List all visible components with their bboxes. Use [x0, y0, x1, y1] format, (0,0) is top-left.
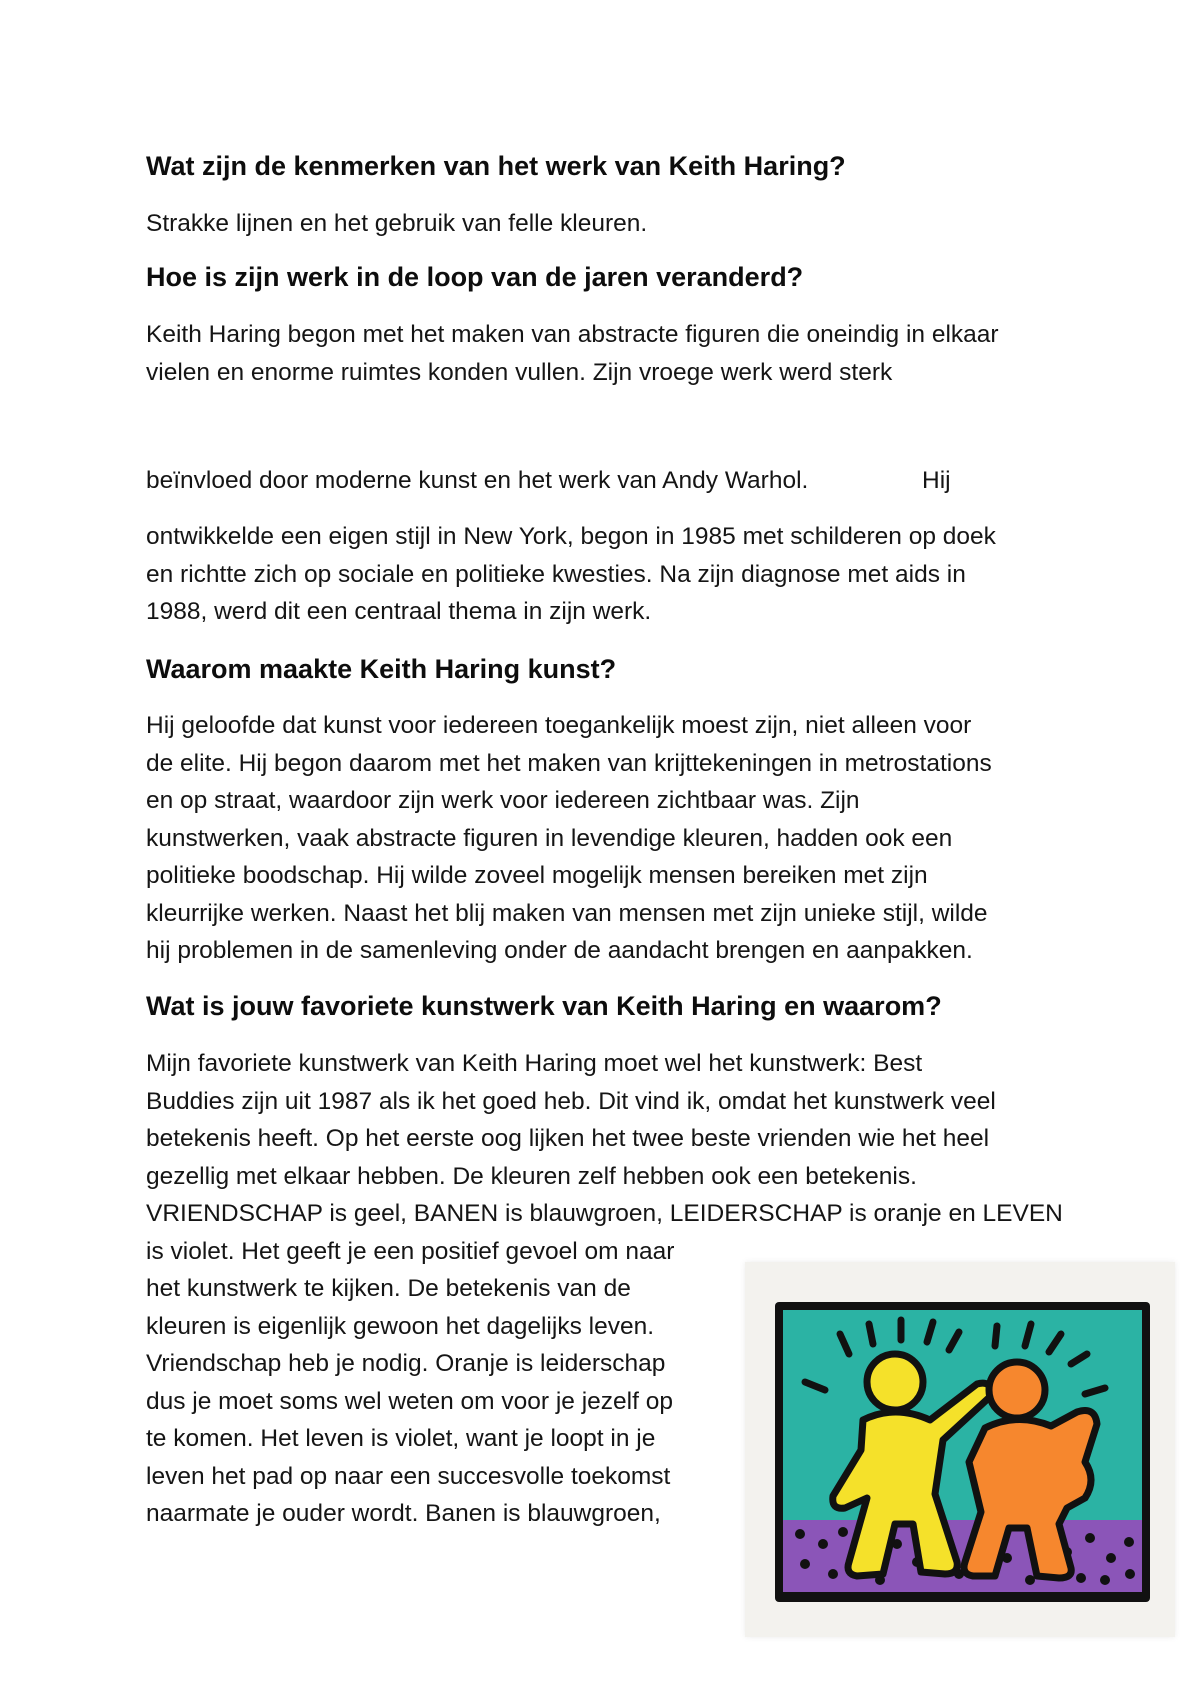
- artwork-violet-ground: [783, 1520, 1142, 1592]
- text-line: beïnvloed door moderne kunst en het werk van Andy Warhol.: [146, 467, 809, 494]
- text-line: dus je moet soms wel weten om voor je jezelf op: [146, 1387, 673, 1415]
- heading-why-art: Waarom maakte Keith Haring kunst?: [146, 654, 617, 684]
- paragraph-why-art: [146, 707, 992, 970]
- text-line: leven het pad op naar een succesvolle toekomst: [146, 1462, 671, 1490]
- text-fragment: Hij: [922, 467, 951, 494]
- text-line: Keith Haring begon met het maken van abstracte figuren die oneindig in elkaar: [146, 321, 999, 348]
- text-line: de elite. Hij begon daarom met het maken van krijttekeningen in metrostations: [146, 749, 992, 777]
- text-line: Mijn favoriete kunstwerk van Keith Haring moet wel het kunstwerk: Best: [146, 1050, 923, 1077]
- paragraph-evolution-continuation: [146, 462, 951, 500]
- text-line: vielen en enorme ruimtes konden vullen. Zijn vroege werk werd sterk: [146, 358, 893, 386]
- text-line: kleurrijke werken. Naast het blij maken van mensen met zijn unieke stijl, wilde: [146, 899, 988, 927]
- text-line: politieke boodschap. Hij wilde zoveel mogelijk mensen bereiken met zijn: [146, 862, 928, 889]
- text-line: kleuren is eigenlijk gewoon het dagelijks leven.: [146, 1312, 655, 1340]
- text-line: hij problemen in de samenleving onder de aandacht brengen en aanpakken.: [146, 937, 973, 964]
- paragraph-characteristics: [146, 205, 647, 243]
- text-line: het kunstwerk te kijken. De betekenis van de: [146, 1275, 631, 1302]
- text-line: Buddies zijn uit 1987 als ik het goed heb. Dit vind ik, omdat het kunstwerk veel: [146, 1087, 996, 1115]
- text-line: betekenis heeft. Op het eerste oog lijken het twee beste vrienden wie het heel: [146, 1125, 990, 1152]
- text-line: 1988, werd dit een centraal thema in zijn werk.: [146, 598, 652, 625]
- best-buddies-artwork: [745, 1262, 1175, 1637]
- heading-characteristics: Wat zijn de kenmerken van het werk van Keith Haring?: [146, 151, 846, 181]
- text-line: Vriendschap heb je nodig. Oranje is leiderschap: [146, 1350, 666, 1377]
- text-line: Strakke lijnen en het gebruik van felle kleuren.: [146, 210, 648, 237]
- heading-evolution: Hoe is zijn werk in de loop van de jaren veranderd?: [146, 262, 804, 292]
- artwork-image-best-buddies: [745, 1262, 1175, 1637]
- heading-favorite-artwork: Wat is jouw favoriete kunstwerk van Keith Haring en waarom?: [146, 991, 942, 1021]
- text-line: en op straat, waardoor zijn werk voor iedereen zichtbaar was. Zijn: [146, 787, 860, 814]
- text-line: naarmate je ouder wordt. Banen is blauwgroen,: [146, 1500, 661, 1527]
- text-line: VRIENDSCHAP is geel, BANEN is blauwgroen, LEIDERSCHAP is oranje en LEVEN: [146, 1200, 1063, 1227]
- text-line: is violet. Het geeft je een positief gevoel om naar: [146, 1237, 675, 1265]
- text-line: Hij geloofde dat kunst voor iedereen toegankelijk moest zijn, niet alleen voor: [146, 712, 972, 739]
- paragraph-evolution-part2: [146, 518, 996, 631]
- text-line: te komen. Het leven is violet, want je loopt in je: [146, 1425, 656, 1452]
- paragraph-evolution-part1: [146, 316, 999, 391]
- text-line: kunstwerken, vaak abstracte figuren in levendige kleuren, hadden ook een: [146, 824, 953, 852]
- text-line: en richtte zich op sociale en politieke kwesties. Na zijn diagnose met aids in: [146, 560, 966, 588]
- text-line: gezellig met elkaar hebben. De kleuren zelf hebben ook een betekenis.: [146, 1162, 917, 1190]
- text-line: ontwikkelde een eigen stijl in New York, begon in 1985 met schilderen op doek: [146, 523, 996, 550]
